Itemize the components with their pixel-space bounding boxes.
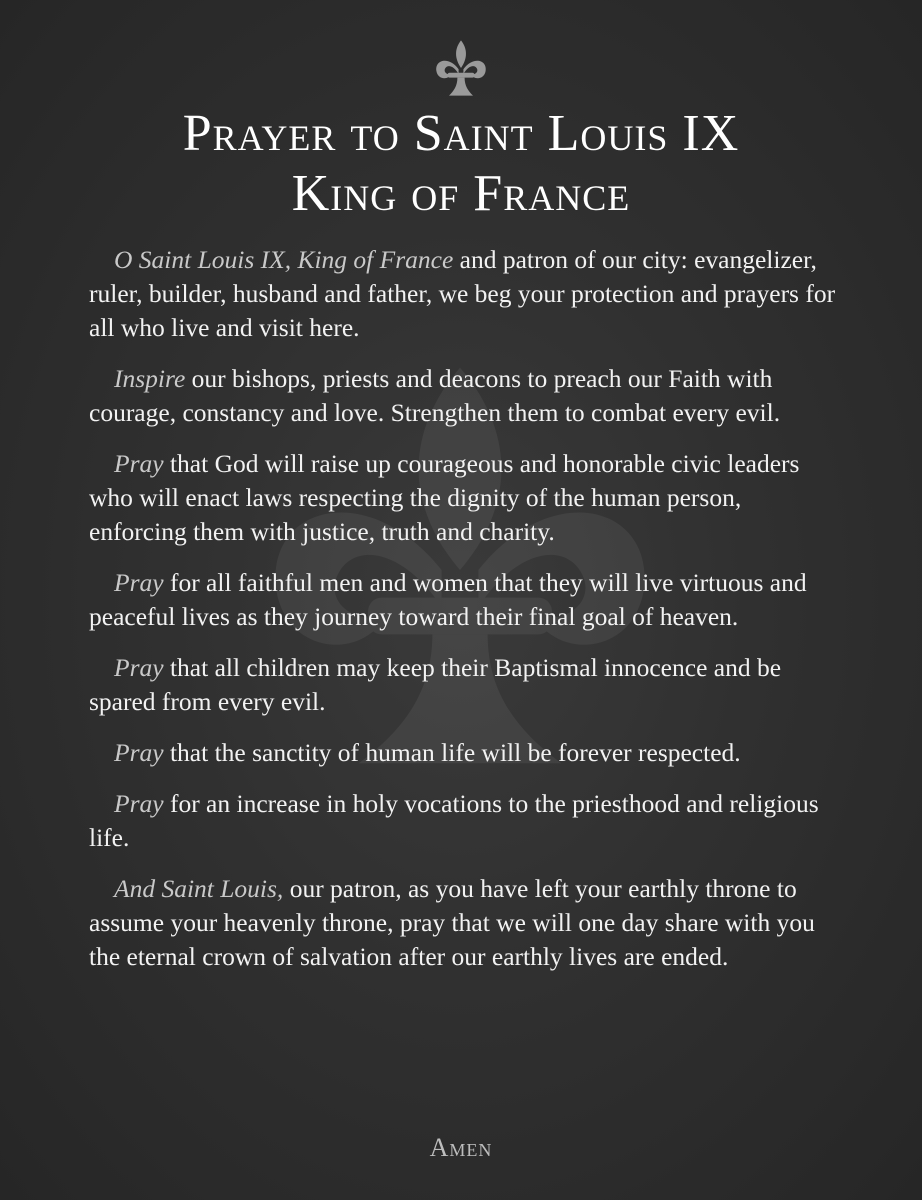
prayer-title	[0, 104, 922, 224]
paragraph-lead: Pray	[114, 449, 164, 478]
paragraph-text: that all children may keep their Baptismal innocence and be spared from every evil.	[89, 653, 782, 716]
paragraph-lead: Pray	[114, 789, 164, 818]
closing-amen: Amen	[429, 1133, 493, 1162]
title-line-1: Prayer to Saint Louis IX	[182, 105, 740, 162]
prayer-paragraph	[89, 243, 841, 345]
fleur-de-lis-icon	[431, 38, 491, 98]
paragraph-lead: Pray	[114, 653, 164, 682]
paragraph-lead: Pray	[114, 738, 164, 767]
prayer-paragraph	[89, 787, 841, 855]
prayer-body	[89, 243, 841, 991]
prayer-paragraph	[89, 362, 841, 430]
paragraph-text: for all faithful men and women that they will live virtuous and peaceful lives as they journey toward their final goal of heaven.	[89, 568, 807, 631]
paragraph-lead: O Saint Louis IX, King of France	[114, 245, 454, 274]
paragraph-text: our bishops, priests and deacons to preach our Faith with courage, constancy and love. Strengthen them to combat every evil.	[89, 364, 781, 427]
title-line-2: King of France	[291, 165, 631, 222]
paragraph-text: our patron, as you have left your earthly throne to assume your heavenly throne, pray that we will one day share with you the eternal crown of salvation after our earthly lives are ended.	[89, 874, 815, 971]
paragraph-text: that the sanctity of human life will be forever respected.	[163, 738, 741, 767]
prayer-paragraph	[89, 872, 841, 974]
paragraph-text: that God will raise up courageous and honorable civic leaders who will enact laws respecting the dignity of the human person, enforcing them with justice, truth and charity.	[89, 449, 800, 546]
prayer-paragraph	[89, 566, 841, 634]
paragraph-lead: And Saint Louis,	[114, 874, 284, 903]
paragraph-lead: Pray	[114, 568, 164, 597]
paragraph-lead: Inspire	[114, 364, 186, 393]
prayer-paragraph	[89, 447, 841, 549]
paragraph-text: and patron of our city: evangelizer, ruler, builder, husband and father, we beg your protection and prayers for all who live and visit here.	[89, 245, 836, 342]
paragraph-text: for an increase in holy vocations to the priesthood and religious life.	[89, 789, 819, 852]
prayer-paragraph	[89, 736, 841, 770]
prayer-paragraph	[89, 651, 841, 719]
